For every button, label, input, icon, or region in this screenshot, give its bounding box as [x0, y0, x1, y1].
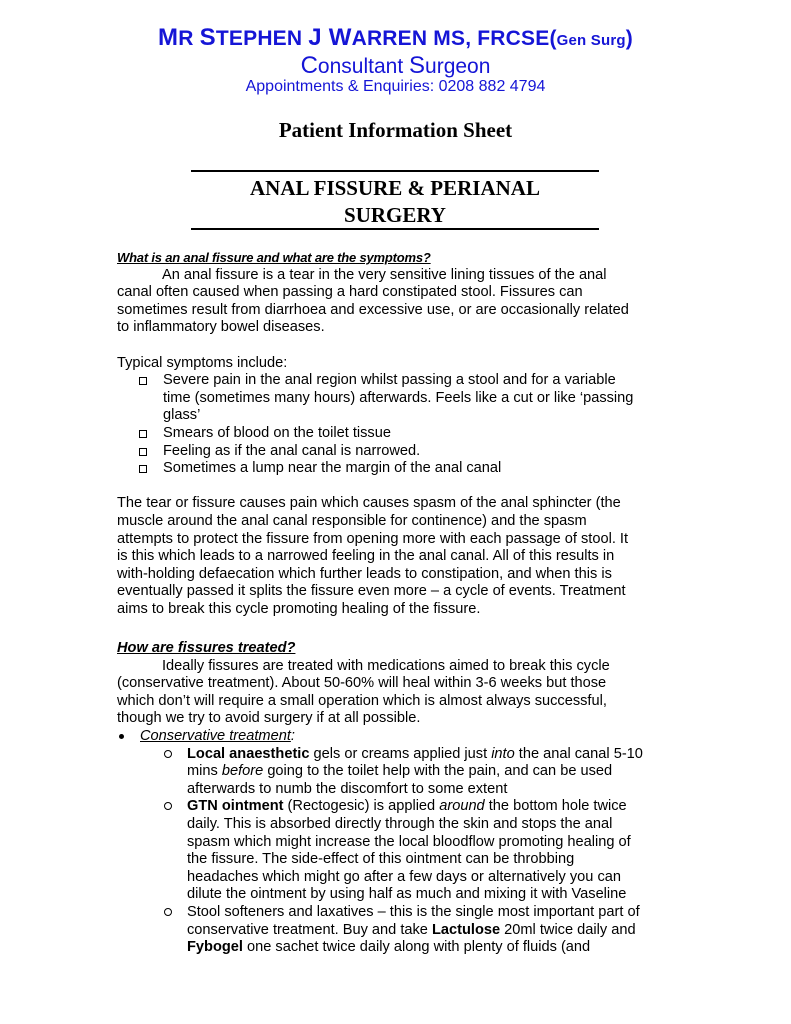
- paragraph-line: aims to break this cycle promoting healing of the fissure.: [117, 600, 481, 617]
- checkbox-bullet-icon: [139, 465, 147, 473]
- doctor-title: Consultant Surgeon: [300, 52, 491, 79]
- topic-title-line: SURGERY: [344, 203, 446, 227]
- circle-bullet-icon: [164, 750, 172, 758]
- topic-title: [191, 175, 599, 229]
- topic-title-line: ANAL FISSURE & PERIANAL: [250, 176, 540, 200]
- checkbox-bullet-icon: [139, 377, 147, 385]
- section-treatment: [117, 640, 677, 957]
- paragraph-line: canal often caused when passing a hard constipated stool. Fissures can: [117, 284, 583, 301]
- circle-bullet-icon: [164, 802, 172, 810]
- list-item-conservative: Conservative treatment:: [117, 728, 677, 746]
- section-heading: What is an anal fissure and what are the symptoms?: [117, 250, 431, 265]
- paragraph-line: though we try to avoid surgery if at all possible.: [117, 710, 421, 727]
- paragraph-line: sometimes result from diarrhoea and excessive use, or are occasionally related: [117, 301, 629, 318]
- section-heading: How are fissures treated?: [117, 640, 296, 656]
- list-item: Smears of blood on the toilet tissue: [117, 425, 677, 443]
- paragraph-line: is this which leads to a narrowed feeling in the anal canal. All of this results in: [117, 548, 615, 565]
- section-what-is: [117, 249, 677, 618]
- paragraph-line: The tear or fissure causes pain which causes spasm of the anal sphincter (the: [117, 495, 621, 512]
- appointments-line: Appointments & Enquiries: 0208 882 4794: [245, 78, 546, 95]
- list-item: Sometimes a lump near the margin of the anal canal: [117, 460, 677, 478]
- paragraph-line: eventually passed it splits the fissure even more – a cycle of events. Treatment: [117, 583, 626, 600]
- sheet-title: Patient Information Sheet: [278, 118, 513, 142]
- bullet-icon: [119, 734, 124, 739]
- paragraph-line: attempts to protect the fissure from opening more with each passage of stool. It: [117, 530, 629, 547]
- paragraph-line: with-holding defaecation which further leads to constipation, and when this is: [117, 565, 612, 582]
- circle-bullet-icon: [164, 908, 172, 916]
- paragraph-line: to inflammatory bowel diseases.: [117, 319, 325, 336]
- paragraph-line: An anal fissure is a tear in the very sensitive lining tissues of the anal: [162, 266, 607, 283]
- checkbox-bullet-icon: [139, 430, 147, 438]
- symptoms-intro: Typical symptoms include:: [117, 354, 288, 371]
- paragraph-line: (conservative treatment). About 50-60% will heal within 3-6 weeks but those: [117, 675, 607, 692]
- list-item: Feeling as if the anal canal is narrowed.: [117, 443, 677, 461]
- list-item: GTN ointment (Rectogesic) is applied around the bottom hole twice daily. This is absorbed directly through the skin and stops the anal spasm which might increase the local bloodflow promoting healing of the fissure. The side-effect of this ointment can be throbbing headaches which might go after a few days or alternatively you can dilute the ointment by using half as much and mixing it with Vaseline: [117, 798, 677, 904]
- list-item: Severe pain in the anal region whilst passing a stool and for a variable time (sometimes many hours) afterwards. Feels like a cut or like ‘passing glass’: [117, 372, 677, 425]
- checkbox-bullet-icon: [139, 448, 147, 456]
- list-item: Stool softeners and laxatives – this is the single most important part of conservative treatment. Buy and take Lactulose 20ml twice daily and Fybogel one sachet twice daily along with plenty of fluids (and: [117, 904, 677, 957]
- title-rule-bottom: [191, 228, 599, 230]
- paragraph-line: Ideally fissures are treated with medications aimed to break this cycle: [162, 657, 610, 674]
- title-rule-top: [191, 170, 599, 172]
- paragraph-line: muscle around the anal canal responsible for continence) and the spasm: [117, 512, 587, 529]
- list-item: Local anaesthetic gels or creams applied just into the anal canal 5-10 mins before going to the toilet help with the pain, and can be used afterwards to numb the discomfort to some extent: [117, 746, 677, 799]
- doctor-name: MR STEPHEN J WARREN MS, FRCSE(Gen Surg): [158, 24, 633, 51]
- paragraph-line: which don’t will require a small operation which is almost always successful,: [117, 692, 607, 709]
